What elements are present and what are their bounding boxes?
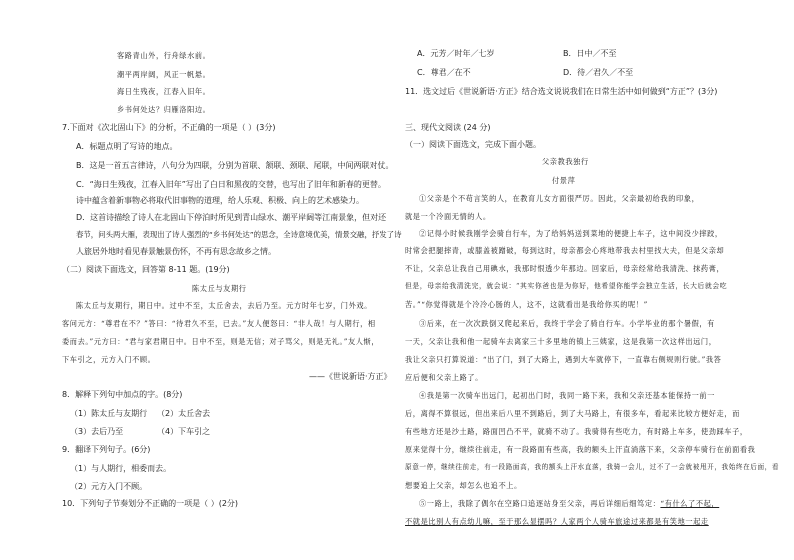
q7-option-c-line2: 诗中蕴含着新事物必将取代旧事物的道理，给人乐观、积极、向上的艺术感染力。 [76, 196, 364, 205]
article-title: 父亲教我独行 [542, 157, 589, 166]
passage-line-4: 下车引之，元方入门不顾。 [62, 355, 156, 364]
question-11: 11．选文过后《世说新语·方正》结合选文说说我们在日常生活中如何做到“方正”？(3分) [405, 87, 718, 96]
question-9: 9．翻译下列句子。(6分) [62, 445, 151, 454]
q10-option-c: C．尊君／在不 [417, 68, 471, 77]
article-line-18 [419, 498, 719, 509]
article-line-5: 不让，父亲总让我自己用碘水，我那时恨透少年那边。回家后，母亲经常给我清洗、抹药膏， [405, 264, 725, 273]
article-line-1: ①父亲是个不苟言笑的人，在教育儿女方面很严厉。因此，父亲最初给我的印象， [419, 194, 700, 203]
article-line-13: 后，离得不算很远，但出来后八里不到路后，到了大马路上，有很多车，看起来比较方便好走，而 [405, 409, 740, 418]
article-underlined-1: “有什么了不起， [660, 499, 720, 508]
q9-item-2: （2）元方入门不顾。 [70, 482, 148, 491]
section-3-sub-1: （一）阅读下面选文，完成下面小题。 [405, 140, 541, 149]
article-underlined-2: 不就是比别人有点幼儿嘛，至于那么显摆吗？人家两个人骑车旅途过来都是有笑地一起走 [405, 517, 709, 526]
q8-item-1: （1）陈太丘与友期行 [70, 409, 148, 418]
poem-line-3: 海日生残夜，江春入旧年。 [117, 87, 211, 96]
article-line-11: 应后便和父亲上路了。 [405, 373, 483, 382]
q7-option-a: A．标题点明了写诗的地点。 [76, 142, 178, 151]
poem-line-2: 潮平两岸阔，风正一帆悬。 [117, 70, 211, 79]
q10-option-a: A．元芳／时年／七岁 [417, 49, 495, 58]
article-line-2: 就是一个冷面无情的人。 [405, 212, 491, 221]
article-line-12: ④我是第一次骑车出远门，起初出门时，我同一路下来，我和父亲还基本能保持一前一 [419, 391, 715, 400]
q9-item-1: （1）与人期行，相委而去。 [70, 464, 172, 473]
q8-item-2: （2）太丘舍去 [157, 409, 211, 418]
article-line-4: 时常会把腿摔青，或膝盖被蹭破，每到这时，母亲都会心疼地带我去村里找大夫，但是父亲却 [405, 246, 725, 255]
q10-option-d: D．待／君久／不至 [563, 68, 634, 77]
article-line-3: ②记得小时候我刚学会骑自行车，为了给妈妈送到菜地的便捷上车子，这中间没少摔跤， [419, 229, 723, 238]
section-3-heading: 三、现代文阅读 (24 分) [405, 123, 491, 132]
article-line-15: 原来觉得十分，继续往前走，有一段路面有些高，我的额头上汗直淌落下来，父亲停车骑行在前面看我 [405, 445, 756, 454]
passage-line-1: 陈太丘与友期行，期日中。过中不至，太丘舍去，去后乃至。元方时年七岁，门外戏。 [76, 301, 372, 310]
passage-line-2: 客问元方：“尊君在不？”答曰：“待君久不至，已去。”友人便怒曰：“非人哉！与人期行，相 [62, 319, 376, 328]
poem-line-4: 乡书何处达？归雁洛阳边。 [117, 105, 211, 114]
question-8: 8．解释下列句中加点的字。(8分) [62, 390, 183, 399]
question-7-stem: 7.下面对《次北固山下》的分析，不正确的一项是（ ）(3分) [62, 123, 276, 132]
article-line-17: 想要追上父亲，却怎么也追不上。 [405, 481, 522, 490]
q8-item-3: （3）去后乃至 [70, 427, 124, 436]
article-line-14: 有些地方还是沙土路，路面凹凸不平，就骑不动了。我骑得有些吃力，有时路上车多，使劲踩车子， [405, 427, 748, 436]
article-line-9: 一天，父亲让我和他一起骑车去离家三十多里地的镇上三姨家，这是我第一次这样出远门， [405, 337, 717, 346]
article-line-7: 苦。”“你觉得就是个冷冷心肠的人，这不，这就看出是我给你买的呢！” [405, 300, 648, 309]
q7-option-d-line1: D．这首诗描绘了诗人在北固山下停泊时所见到青山绿水、潮平岸阔等江南景象，但对还 [76, 213, 387, 222]
q10-option-b: B．日中／不至 [563, 49, 617, 58]
passage-title: 陈太丘与友期行 [192, 284, 247, 293]
q7-option-d-line2: 春节，问头两大雁，表现出了诗人强烈的“乡书何处达”的思念，全诗意境优美，情景交融，抒发了诗 [76, 230, 402, 239]
passage-line-3: 委而去。”元方曰：“君与家君期日中。日中不至，则是无信；对子骂父，则是无礼。”友人惭， [62, 337, 380, 346]
article-author: 付景萍 [552, 176, 576, 185]
q7-option-d-line3: 人旅居外地时看见春景触景伤怀，不再有思念故乡之情。 [76, 247, 276, 256]
article-line-18-text: ⑤一路上，我除了偶尔在空路口追逐站身至父亲，再后详细后细笃定： [419, 499, 661, 508]
article-line-10: 我让父亲只打算说道：“出了门，到了大路上，遇到大车就停下，一直靠右侧规则行驶。”我答 [405, 355, 722, 364]
q7-option-b: B．这是一首五言律诗，八句分为四联，分别为首联、颔联、颈联、尾联，中间两联对仗。 [76, 161, 394, 170]
question-10: 10．下列句子节奏划分不正确的一项是（ ）(2分) [62, 499, 239, 508]
article-line-16: 原意一停，继续往前走，有一段路面高，我的额头上汗水直落，我骑一会儿，过不了一会就被甩开，我始终在后面，看 [405, 463, 780, 471]
q8-item-4: （4）下车引之 [157, 427, 211, 436]
section-2-heading: （二）阅读下面选文，回答第 8-11 题。(19分) [62, 265, 230, 274]
article-line-6: 但是，母亲给我清洗完，就会说：“其实你爸也是为你好，他希望你能学会独立生活，长大后就会吃 [405, 282, 728, 290]
passage-source: ——《世说新语·方正》 [309, 372, 392, 381]
article-line-8: ③后来，在一次次跌倒又爬起来后，我终于学会了骑自行车。小学毕业的那个暑假，有 [419, 319, 715, 328]
q7-option-c-line1: C．“海日生残夜，江春入旧年”写出了白日和黑夜的交替，也写出了旧年和新春的更替。 [76, 180, 386, 189]
poem-line-1: 客路青山外，行舟绿水前。 [117, 51, 211, 60]
